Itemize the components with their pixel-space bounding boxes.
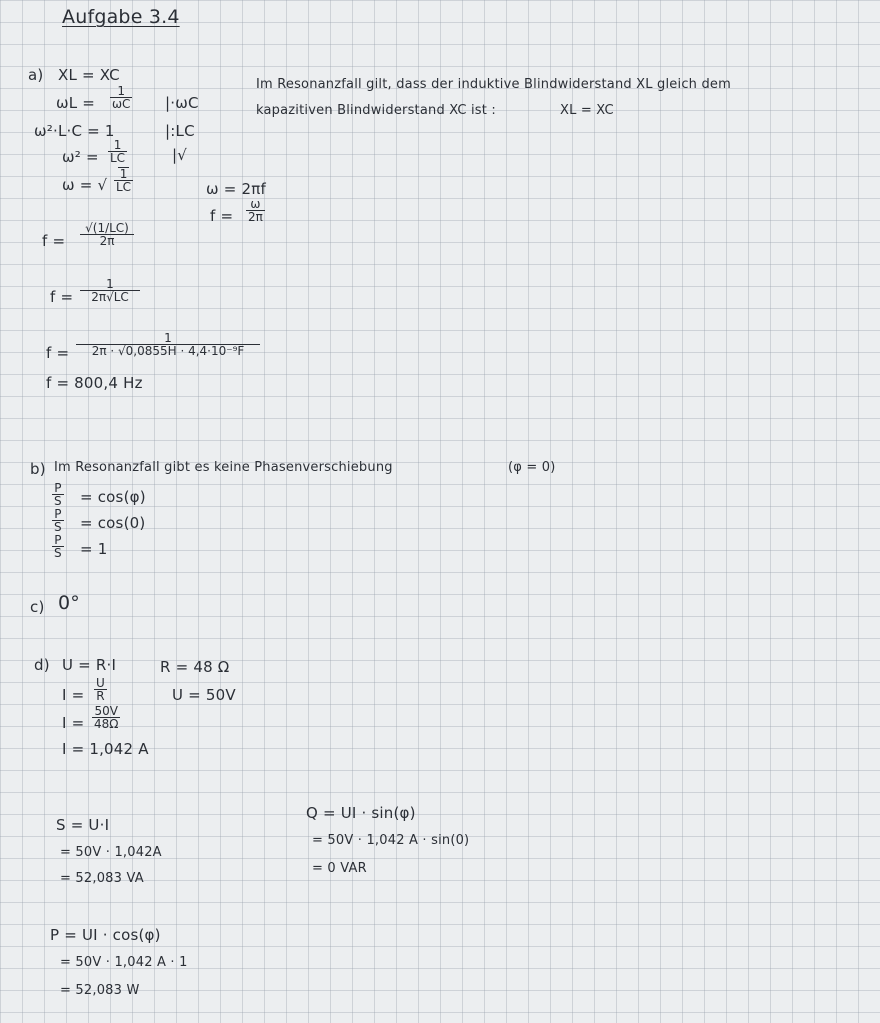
part-b-text: Im Resonanzfall gibt es keine Phasenverschiebung [54, 460, 393, 475]
fraction-denominator: 2π · √0,0855H · 4,4·10⁻⁹F [76, 344, 260, 357]
reactive-power-q3: = 0 VAR [312, 861, 367, 876]
active-power-p1: P = UI · cos(φ) [50, 926, 161, 944]
part-a-eq4-fraction [108, 139, 127, 164]
part-b-line3-rhs: = 1 [80, 540, 108, 558]
page-title: Aufgabe 3.4 [62, 6, 180, 28]
part-b-line1-rhs: = cos(φ) [80, 488, 146, 506]
fraction-denominator: S [54, 546, 62, 560]
part-b-ratio-3 [52, 534, 64, 559]
part-a-op2: |:LC [165, 122, 195, 140]
part-c-answer: 0° [58, 592, 80, 614]
fraction-numerator: P [54, 533, 62, 547]
part-a-eq5-fraction [114, 167, 133, 193]
part-a-eq3: ω²·L·C = 1 [34, 122, 115, 140]
part-a-eq1: XL = XC [58, 66, 120, 84]
f2-lhs: f = [50, 288, 74, 306]
fraction-numerator: ω [250, 197, 261, 211]
f-definition-fraction [246, 198, 265, 223]
fraction-numerator: P [54, 481, 62, 495]
part-d-eq4: I = 1,042 A [62, 740, 149, 758]
active-power-p2: = 50V · 1,042 A · 1 [60, 955, 188, 970]
f1-fraction [80, 222, 134, 247]
reactive-power-q1: Q = UI · sin(φ) [306, 804, 416, 822]
apparent-power-s2: = 50V · 1,042A [60, 845, 162, 860]
part-b-line2-rhs: = cos(0) [80, 514, 146, 532]
f1-lhs: f = [42, 232, 66, 250]
apparent-power-s3: = 52,083 VA [60, 871, 144, 886]
fraction-denominator: 2π [248, 210, 263, 224]
active-power-p3: = 52,083 W [60, 983, 140, 998]
f2-fraction [80, 278, 140, 303]
part-a-op3: |√ [172, 146, 188, 164]
f-definition-lhs: f = [210, 207, 234, 225]
part-a-eq2-fraction [110, 85, 132, 110]
part-d-given-r: R = 48 Ω [160, 658, 230, 676]
part-d-eq3-fraction [92, 705, 120, 730]
fraction-numerator: 50V [94, 704, 118, 718]
f3-fraction [76, 332, 260, 357]
fraction-numerator: √(1/LC) [85, 221, 129, 235]
fraction-denominator: LC [116, 180, 132, 194]
fraction-denominator: R [96, 689, 105, 703]
part-d-given-u: U = 50V [172, 686, 236, 704]
part-b-ratio-2 [52, 508, 64, 533]
part-c-label: c) [30, 598, 45, 616]
fraction-numerator: 1 [117, 84, 126, 98]
part-d-eq2-lhs: I = [62, 686, 85, 704]
part-a-explanation-eq: XL = XC [560, 103, 614, 118]
fraction-numerator: 1 [119, 167, 128, 181]
part-b-ratio-1 [52, 482, 64, 507]
part-a-explanation-line2: kapazitiven Blindwiderstand XC ist : [256, 103, 496, 118]
reactive-power-q2: = 50V · 1,042 A · sin(0) [312, 833, 470, 848]
part-b-label: b) [30, 460, 46, 478]
f3-lhs: f = [46, 344, 70, 362]
fraction-denominator: 48Ω [94, 717, 119, 731]
part-a-eq2-lhs: ωL = [56, 94, 96, 112]
fraction-denominator: S [54, 494, 62, 508]
fraction-denominator: 2π [80, 234, 134, 247]
part-d-eq3-lhs: I = [62, 714, 85, 732]
part-d-eq1: U = R·I [62, 656, 117, 674]
fraction-numerator: U [96, 676, 105, 690]
part-a-explanation-line1: Im Resonanzfall gilt, dass der induktive Blindwiderstand XL gleich dem [256, 77, 731, 92]
part-d-label: d) [34, 656, 50, 674]
fraction-numerator: 1 [113, 138, 122, 152]
fraction-numerator: 1 [106, 277, 114, 291]
part-a-eq4-lhs: ω² = [62, 148, 99, 166]
omega-definition: ω = 2πf [206, 180, 266, 198]
part-a-eq5-lhs: ω = √ [62, 176, 108, 194]
part-a-label: a) [28, 66, 44, 84]
part-a-result: f = 800,4 Hz [46, 374, 143, 392]
fraction-numerator: P [54, 507, 62, 521]
part-d-eq2-fraction [94, 677, 107, 702]
fraction-denominator: LC [110, 151, 126, 165]
part-a-op1: |·ωC [165, 94, 199, 112]
apparent-power-s1: S = U·I [56, 816, 110, 834]
fraction-denominator: 2π√LC [80, 290, 140, 303]
part-b-phi: (φ = 0) [508, 460, 556, 475]
fraction-denominator: S [54, 520, 62, 534]
fraction-numerator: 1 [164, 331, 172, 345]
fraction-denominator: ωC [112, 97, 131, 111]
